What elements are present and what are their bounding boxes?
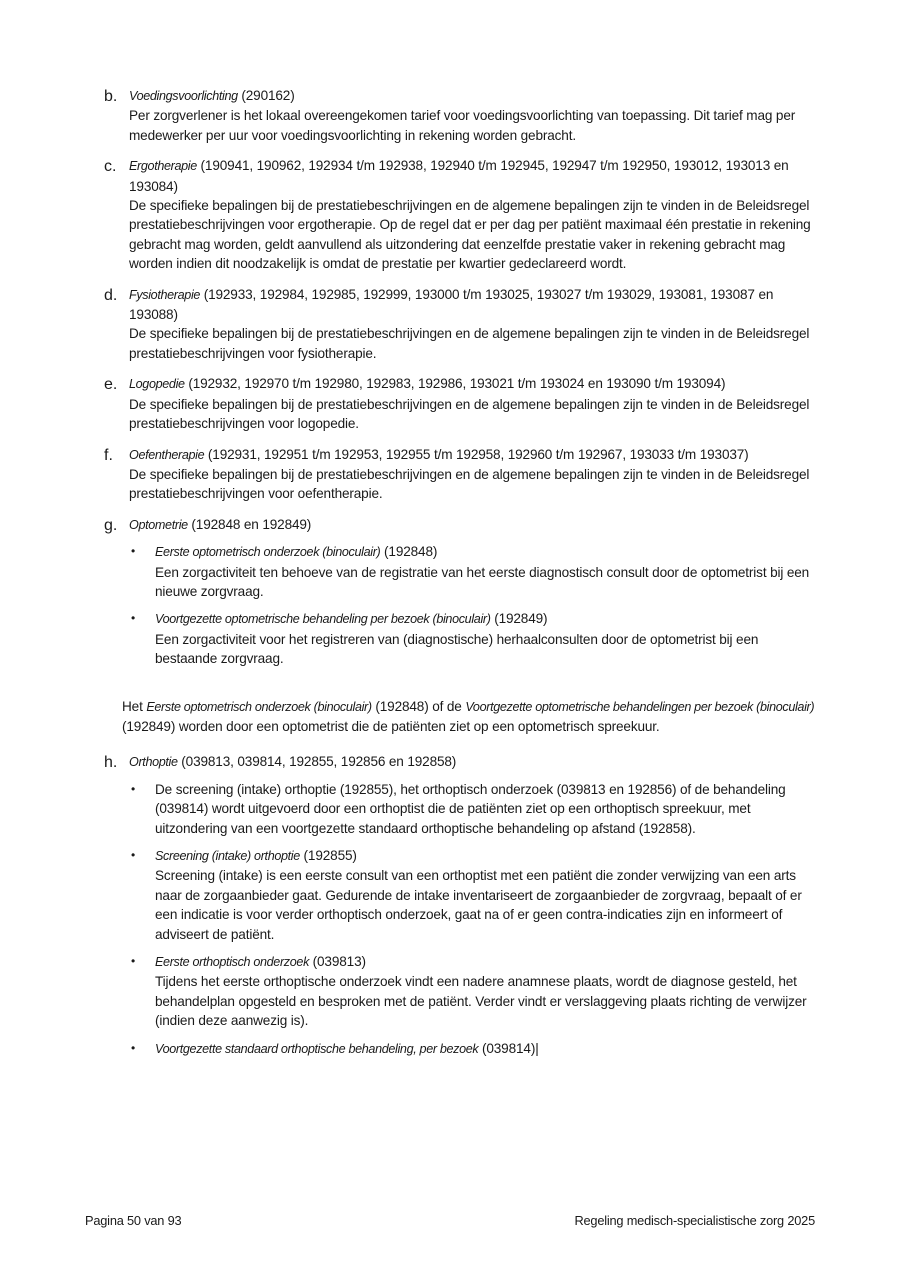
bullet-codes: (192849) <box>490 611 548 627</box>
page-content <box>104 86 820 1070</box>
item-title: Oefentherapie <box>129 447 205 462</box>
bullet-title: Eerste optometrisch onderzoek (binoculair) <box>155 545 381 560</box>
list-item-f <box>104 445 820 504</box>
bullet-codes: (192855) <box>299 848 357 863</box>
page-footer <box>85 1213 815 1228</box>
item-marker: g. <box>104 516 118 534</box>
bullet-body: De screening (intake) orthoptie (192855), het orthoptisch onderzoek (039813 en 192856) of de behandeling (039814) wordt uitgevoerd door een orthoptist die de patiënten ziet op een orthoptisch spreekuur, met uitzondering van een voortgezette standaard orthoptische behandeling op afstand (192858). <box>155 781 786 836</box>
bullet-icon: • <box>131 848 136 862</box>
item-title: Optometrie <box>129 517 188 532</box>
item-body: De specifieke bepalingen bij de prestatiebeschrijvingen en de algemene bepalingen zijn te vinden in de Beleidsregel prestatiebeschrijvingen voor fysiotherapie. <box>129 326 810 361</box>
item-codes: (192848 en 192849) <box>187 516 312 532</box>
bullet-codes: (039813) <box>309 954 366 970</box>
bullet-icon: • <box>131 781 136 796</box>
item-body: Per zorgverlener is het lokaal overeengekomen tarief voor voedingsvoorlichting van toepassing. Dit tarief mag per medewerker per uur voor voedingsvoorlichting in rekening worden gebracht. <box>129 108 796 143</box>
note-italic: Eerste optometrisch onderzoek (binoculair) <box>146 699 372 714</box>
list-item-e <box>104 374 820 433</box>
item-marker: f. <box>104 446 113 464</box>
bullet-title: Screening (intake) orthoptie <box>155 849 300 863</box>
item-marker: b. <box>104 88 118 105</box>
bullet-item <box>129 609 820 668</box>
note-italic: Voortgezette optometrische behandelingen per bezoek (binoculair) <box>465 699 815 714</box>
item-body: De specifieke bepalingen bij de prestatiebeschrijvingen en de algemene bepalingen zijn te vinden in de Beleidsregel prestatiebeschrijvingen voor oefentherapie. <box>129 466 810 502</box>
document-title: Regeling medisch-specialistische zorg 2025 <box>574 1213 815 1228</box>
bullet-item <box>129 952 820 1031</box>
bullet-body: Screening (intake) is een eerste consult van een orthoptist met een patiënt die zonder verwijzing van een arts naar de zorgaanbieder gaat. Gedurende de intake inventariseert de zorgaanbieder de zorgvraag, bepaalt of er een indicatie is voor verder orthoptisch onderzoek, gaat na of er geen contra-indicaties zijn en informeert of adviseert de patiënt. <box>155 868 802 942</box>
item-body: De specifieke bepalingen bij de prestatiebeschrijvingen en de algemene bepalingen zijn te vinden in de Beleidsregel prestatiebeschrijvingen voor ergotherapie. Op de regel dat er per dag per patiënt maximaal één prestatie in rekening gebracht mag worden, geldt aanvullend als uitzondering dat eenzelfde prestatie vaker in rekening gebracht mag worden indien dit noodzakelijk is omdat de prestatie per kwartier gedeclareerd wordt. <box>129 198 811 272</box>
bullet-body: Een zorgactiviteit voor het registreren van (diagnostische) herhaalconsulten door de optometrist bij een bestaande zorgvraag. <box>155 631 759 667</box>
list-item-g <box>104 515 820 669</box>
item-title: Voedingsvoorlichting <box>129 89 238 103</box>
bullet-item <box>129 846 820 944</box>
list-item-b <box>104 86 820 145</box>
item-codes: (039813, 039814, 192855, 192856 en 192858) <box>177 754 457 770</box>
bullet-icon: • <box>131 954 136 969</box>
bullet-item <box>129 780 820 838</box>
bullet-codes: (039814)| <box>478 1040 539 1056</box>
bullet-list <box>129 542 820 668</box>
bullet-icon: • <box>131 611 136 626</box>
list-item-c <box>104 156 820 273</box>
item-marker: c. <box>104 158 117 176</box>
bullet-title: Voortgezette standaard orthoptische behandeling, per bezoek <box>155 1041 479 1056</box>
item-body: De specifieke bepalingen bij de prestatiebeschrijvingen en de algemene bepalingen zijn te vinden in de Beleidsregel prestatiebeschrijvingen voor logopedie. <box>129 396 810 432</box>
optometrie-note <box>104 697 820 737</box>
list-item-d <box>104 285 820 364</box>
bullet-body: Tijdens het eerste orthoptische onderzoek vindt een nadere anamnese plaats, wordt de diagnose gesteld, het behandelplan opgesteld en besproken met de patiënt. Verder vindt er verslaggeving plaats richting de verwijzer (indien deze aanwezig is). <box>155 974 807 1029</box>
bullet-codes: (192848) <box>380 544 438 560</box>
item-marker: h. <box>104 754 118 772</box>
item-title: Fysiotherapie <box>129 287 201 302</box>
item-codes: (192931, 192951 t/m 192953, 192955 t/m 192958, 192960 t/m 192967, 193033 t/m 193037) <box>204 446 749 462</box>
bullet-item <box>129 1039 820 1059</box>
item-codes: (192932, 192970 t/m 192980, 192983, 192986, 193021 t/m 193024 en 193090 t/m 193094) <box>184 376 726 392</box>
note-text: (192849) worden door een optometrist die de patiënten ziet op een optometrisch spreekuur. <box>122 718 660 734</box>
bullet-title: Eerste orthoptisch onderzoek <box>155 955 310 970</box>
item-title: Logopedie <box>129 377 185 392</box>
bullet-item <box>129 542 820 601</box>
bullet-body: Een zorgactiviteit ten behoeve van de registratie van het eerste diagnostisch consult door de optometrist bij een nieuwe zorgvraag. <box>155 564 810 599</box>
item-codes: (190941, 190962, 192934 t/m 192938, 192940 t/m 192945, 192947 t/m 192950, 193012, 193013 en 193084) <box>129 158 789 194</box>
bullet-list <box>129 780 820 1059</box>
bullet-title: Voortgezette optometrische behandeling per bezoek (binoculair) <box>155 612 491 627</box>
list-item-h <box>104 752 820 1059</box>
item-title: Orthoptie <box>129 755 178 770</box>
item-marker: e. <box>104 376 118 394</box>
item-codes: (290162) <box>237 88 295 103</box>
note-text: Het <box>122 698 147 714</box>
item-codes: (192933, 192984, 192985, 192999, 193000 t/m 193025, 193027 t/m 193029, 193081, 193087 en 193088) <box>129 286 774 323</box>
bullet-icon: • <box>131 544 136 559</box>
item-marker: d. <box>104 286 118 304</box>
bullet-icon: • <box>131 1040 136 1055</box>
page-number: Pagina 50 van 93 <box>85 1213 182 1228</box>
item-title: Ergotherapie <box>129 159 197 174</box>
note-text: (192848) of de <box>371 698 466 714</box>
